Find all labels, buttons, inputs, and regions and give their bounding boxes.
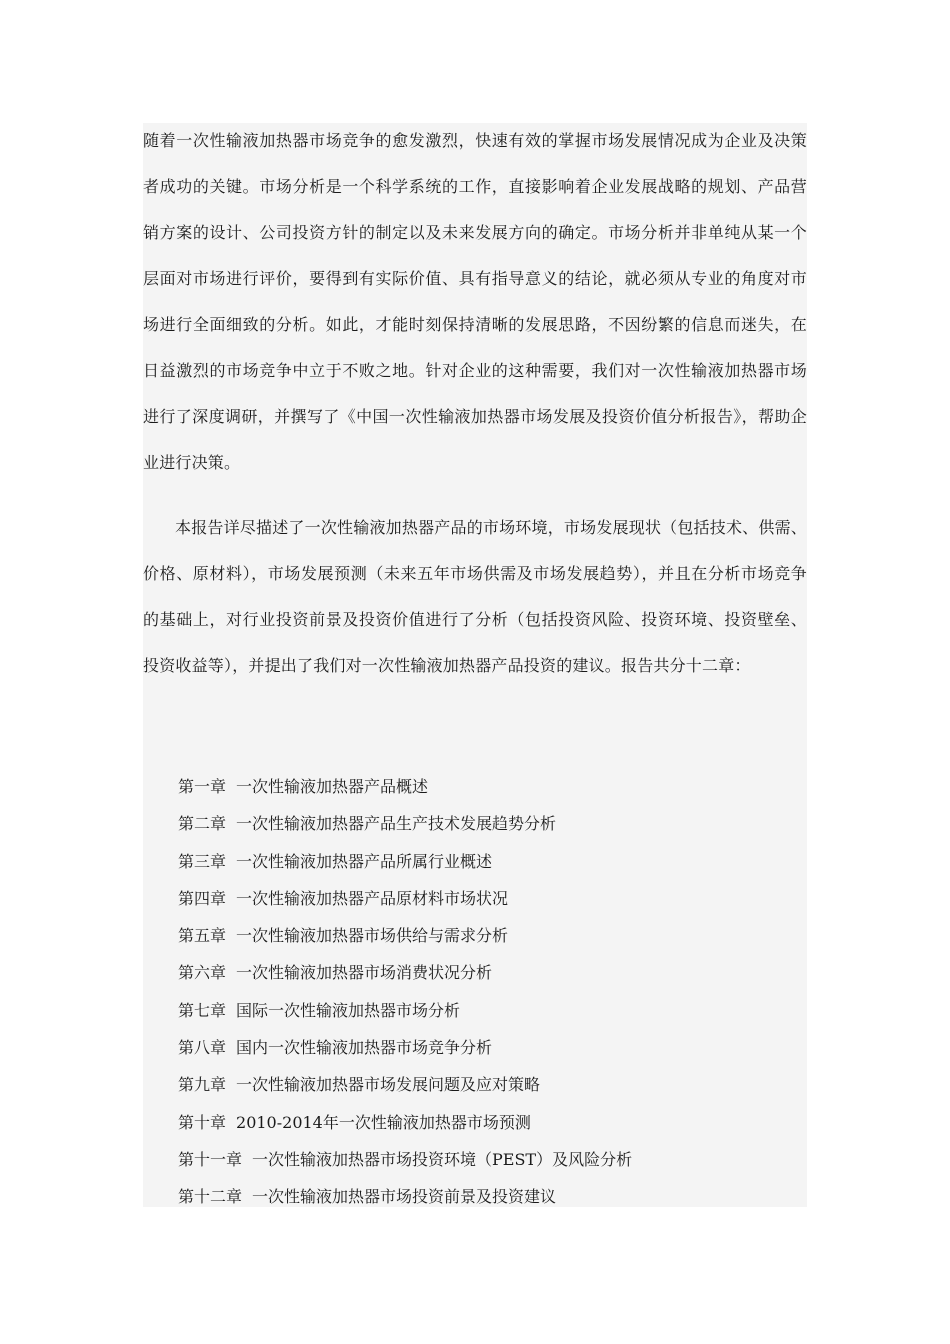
chapter-number: 第二章 — [178, 814, 227, 834]
document-body — [143, 123, 807, 1207]
chapter-item — [178, 1178, 798, 1215]
chapter-number: 第四章 — [178, 888, 227, 908]
chapter-title: 国际一次性输液加热器市场分析 — [236, 1000, 461, 1020]
chapter-title: 一次性输液加热器市场消费状况分析 — [236, 963, 493, 983]
chapter-number: 第一章 — [178, 777, 227, 796]
chapter-title: 一次性输液加热器市场供给与需求分析 — [236, 926, 509, 946]
chapter-item — [178, 805, 798, 842]
chapter-number: 第六章 — [178, 963, 227, 983]
chapter-number: 第九章 — [178, 1075, 227, 1095]
chapter-item — [178, 917, 798, 954]
intro-paragraph: 随着一次性输液加热器市场竞争的愈发激烈，快速有效的掌握市场发展情况成为企业及决策者成功的关键。市场分析是一个科学系统的工作，直接影响着企业发展战略的规划、产品营销方案的设计、公司投资方针的制定以及未来发展方向的确定。市场分析并非单纯从某一个层面对市场进行评价，要得到有实际价值、具有指导意义的结论，就必须从专业的角度对市场进行全面细致的分析。如此，才能时刻保持清晰的发展思路，不因纷繁的信息而迷失，在日益激烈的市场竞争中立于不败之地。针对企业的这种需要，我们对一次性输液加热器市场进行了深度调研，并撰写了《中国一次性输液加热器市场发展及投资价值分析报告》，帮助企业进行决策。 — [143, 131, 807, 472]
chapter-list — [178, 768, 798, 1216]
chapter-item — [178, 954, 798, 991]
chapter-item — [178, 1141, 798, 1178]
chapter-number: 第八章 — [178, 1038, 227, 1058]
chapter-number: 第十二章 — [178, 1187, 243, 1207]
chapter-title: 2010-2014年一次性输液加热器市场预测 — [236, 1112, 531, 1132]
chapter-item — [178, 992, 798, 1029]
chapter-title: 一次性输液加热器市场投资前景及投资建议 — [252, 1187, 557, 1207]
chapter-item — [178, 1104, 798, 1141]
chapter-item — [178, 843, 798, 880]
chapter-title: 一次性输液加热器市场投资环境（PEST）及风险分析 — [252, 1149, 633, 1169]
chapter-item — [178, 1066, 798, 1103]
summary-paragraph: 本报告详尽描述了一次性输液加热器产品的市场环境，市场发展现状（包括技术、供需、价格、原材料），市场发展预测（未来五年市场供需及市场发展趋势），并且在分析市场竞争的基础上，对行业投资前景及投资价值进行了分析（包括投资风险、投资环境、投资壁垒、投资收益等），并提出了我们对一次性输液加热器产品投资的建议。报告共分十二章： — [143, 518, 807, 675]
chapter-item — [178, 768, 798, 805]
chapter-number: 第七章 — [178, 1000, 227, 1020]
chapter-item — [178, 880, 798, 917]
chapter-title: 一次性输液加热器产品概述 — [236, 777, 429, 796]
chapter-number: 第十章 — [178, 1112, 227, 1132]
chapter-item — [178, 1029, 798, 1066]
chapter-number: 第三章 — [178, 851, 227, 871]
chapter-title: 一次性输液加热器产品原材料市场状况 — [236, 888, 509, 908]
chapter-title: 一次性输液加热器产品生产技术发展趋势分析 — [236, 814, 557, 834]
chapter-title: 一次性输液加热器产品所属行业概述 — [236, 851, 493, 871]
chapter-title: 国内一次性输液加热器市场竞争分析 — [236, 1038, 493, 1058]
chapter-number: 第五章 — [178, 926, 227, 946]
chapter-title: 一次性输液加热器市场发展问题及应对策略 — [236, 1075, 541, 1095]
chapter-number: 第十一章 — [178, 1149, 243, 1169]
